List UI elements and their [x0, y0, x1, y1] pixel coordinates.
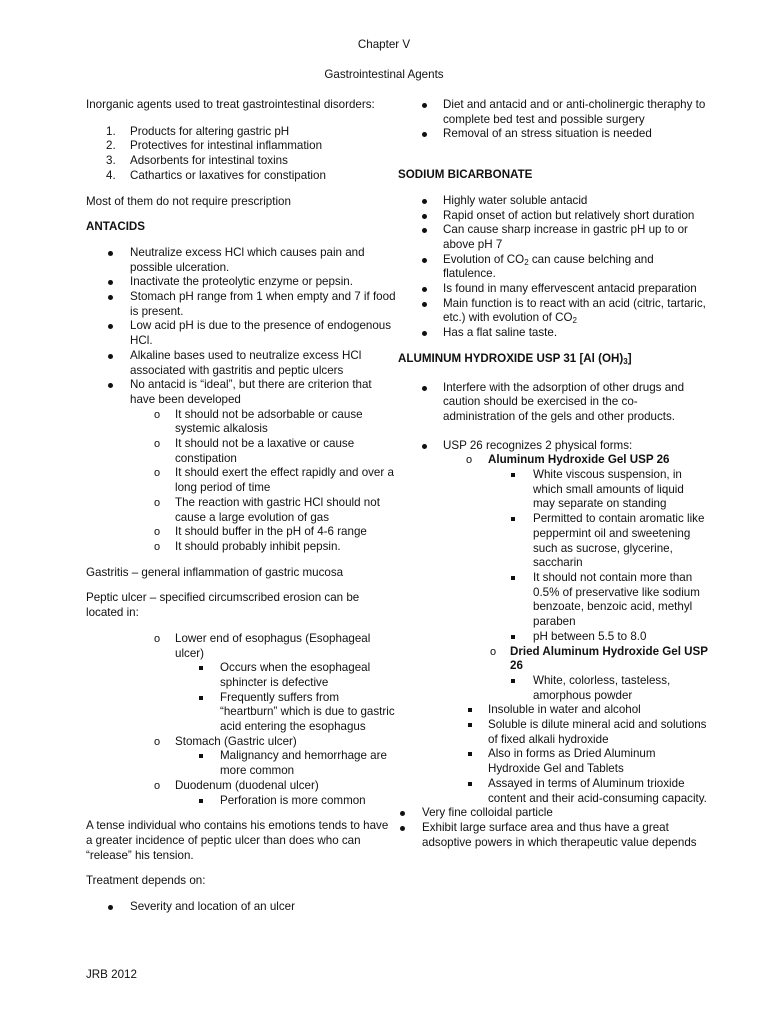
list-item: Main function is to react with an acid (citric, tartaric, etc.) with evolution of $CO_2$ — [398, 297, 708, 326]
bullet-icon — [422, 98, 427, 108]
criteria-list — [86, 408, 396, 555]
list-item: o It should not be adsorbable or cause systemic alkalosis — [154, 407, 363, 436]
list-item: o Stomach (Gastric ulcer) — [154, 734, 297, 748]
bullet-icon — [108, 378, 113, 388]
aluminum-hydroxide-heading: ALUMINUM HYDROXIDE USP 31 [Al $(OH)_3$] — [398, 351, 632, 366]
list-item: 1. Products for altering gastric pH — [106, 124, 290, 138]
list-item: Frequently suffers from “heartburn” which is due to gastric acid entering the esophagus — [86, 691, 396, 735]
list-item: 3. Adsorbents for intestinal toxins — [106, 154, 288, 168]
bullet-icon — [108, 900, 113, 910]
list-item: o It should not be a laxative or cause constipation — [154, 437, 355, 465]
list-item: Soluble is dilute mineral acid and solutions of fixed alkali hydroxide — [398, 718, 708, 747]
circle-bullet-icon: o — [154, 526, 161, 539]
list-item: Highly water soluble antacid — [398, 194, 708, 209]
circle-bullet-icon: o — [466, 454, 473, 467]
aluminum-intro-list — [398, 381, 708, 425]
list-item: Has a flat saline taste. — [398, 326, 708, 341]
square-bullet-icon — [468, 703, 472, 712]
circle-bullet-icon: o — [154, 735, 161, 748]
list-item: pH between 5.5 to 8.0 — [398, 630, 708, 645]
circle-bullet-icon: o — [154, 496, 161, 509]
list-item: o Dried Aluminum Hydroxide Gel USP 26 — [490, 644, 708, 673]
bullet-icon — [108, 275, 113, 285]
list-item: Removal of an stress situation is needed — [398, 127, 708, 142]
list-item: o Lower end of esophagus (Esophageal ulcer) — [154, 631, 371, 660]
square-bullet-icon — [199, 794, 203, 803]
circle-bullet-icon: o — [154, 467, 161, 480]
square-bullet-icon — [468, 747, 472, 756]
bullet-icon — [422, 381, 427, 391]
bullet-icon — [108, 246, 113, 256]
bullet-icon — [422, 326, 427, 336]
list-item: Is found in many effervescent antacid preparation — [398, 282, 708, 297]
list-item: Severity and location of an ulcer — [86, 900, 396, 915]
square-bullet-icon — [468, 777, 472, 786]
antacids-list — [86, 246, 396, 408]
square-bullet-icon — [511, 630, 515, 639]
list-item: Can cause sharp increase in gastric pH up to or above pH 7 — [398, 223, 708, 252]
gastritis-definition: Gastritis – general inflammation of gastric mucosa — [86, 565, 344, 579]
colloid-list — [398, 806, 708, 850]
bullet-icon — [422, 253, 427, 263]
peptic-ulcer-definition: Peptic ulcer – specified circumscribed erosion can be located in: — [86, 591, 360, 620]
tension-note: A tense individual who contains his emotions tends to have a greater incidence of peptic ulcer than does who can “release” his tension. — [86, 819, 389, 862]
bullet-icon — [400, 806, 405, 816]
bullet-icon — [422, 297, 427, 307]
square-bullet-icon — [199, 691, 203, 700]
circle-bullet-icon: o — [154, 632, 161, 645]
list-item: Insoluble in water and alcohol — [398, 703, 708, 718]
bullet-icon — [108, 349, 113, 359]
bullet-icon — [108, 290, 113, 300]
bullet-icon — [400, 821, 405, 831]
list-item: Assayed in terms of Aluminum trioxide content and their acid-consuming capacity. — [398, 777, 708, 806]
list-item: Exhibit large surface area and thus have a great adsoptive powers in which therapeutic value depends — [398, 821, 708, 850]
list-item: It should not contain more than 0.5% of preservative like sodium benzoate, benzoic acid, methyl paraben — [398, 571, 708, 630]
square-bullet-icon — [511, 571, 515, 580]
antacids-heading: ANTACIDS — [86, 220, 146, 234]
bullet-icon — [108, 319, 113, 329]
list-item: Also in forms as Dried Aluminum Hydroxide Gel and Tablets — [398, 747, 708, 776]
square-bullet-icon — [511, 512, 515, 521]
list-item: o It should exert the effect rapidly and over a long period of time — [154, 466, 394, 495]
list-item: USP 26 recognizes 2 physical forms: — [398, 439, 708, 454]
page-footer: JRB 2012 — [86, 968, 137, 981]
circle-bullet-icon: o — [154, 779, 161, 792]
list-item: Occurs when the esophageal sphincter is defective — [86, 661, 396, 690]
list-item: Very fine colloidal particle — [398, 806, 708, 821]
list-item: White, colorless, tasteless, amorphous powder — [398, 674, 708, 703]
ulcer-locations — [86, 632, 396, 808]
treatment-heading: Treatment depends on: — [86, 874, 206, 888]
bullet-icon — [422, 439, 427, 449]
square-bullet-icon — [468, 718, 472, 727]
bullet-icon — [422, 282, 427, 292]
list-item: Inactivate the proteolytic enzyme or pepsin. — [86, 275, 396, 290]
intro-text: Inorganic agents used to treat gastrointestinal disorders: — [86, 98, 375, 111]
list-item: White viscous suspension, in which small amounts of liquid may separate on standing — [398, 468, 708, 512]
list-item: Stomach pH range from 1 when empty and 7 if food is present. — [86, 290, 396, 319]
list-item: Evolution of $CO_2$ can cause belching and flatulence. — [398, 253, 708, 282]
list-item: Neutralize excess HCl which causes pain and possible ulceration. — [86, 246, 396, 275]
list-item: Diet and antacid and or anti-cholinergic theraphy to complete bed test and possible surgery — [398, 98, 708, 127]
treatment-list — [86, 900, 396, 915]
list-item: 2. Protectives for intestinal inflammation — [106, 139, 323, 153]
treatment-list-continued — [398, 98, 708, 142]
right-column — [398, 98, 708, 850]
list-item: Permitted to contain aromatic like peppermint oil and sweetening such as sucrose, glycerine, saccharin — [398, 512, 708, 571]
bullet-icon — [422, 127, 427, 137]
page-title: Gastrointestinal Agents — [324, 68, 444, 81]
circle-bullet-icon: o — [154, 540, 161, 553]
products-list — [86, 125, 396, 184]
list-item: o Aluminum Hydroxide Gel USP 26 — [466, 453, 670, 467]
list-item: Perforation is more common — [86, 794, 396, 809]
sodium-list — [398, 194, 708, 341]
list-item: o It should buffer in the pH of 4-6 range — [154, 525, 367, 539]
chapter-heading: Chapter V — [357, 38, 411, 51]
list-item: Interfere with the adsorption of other drugs and caution should be exercised in the co-administration of the gels and other products. — [398, 381, 708, 425]
left-column — [86, 98, 396, 915]
bullet-icon — [422, 223, 427, 233]
list-number: 2. — [106, 139, 116, 153]
square-bullet-icon — [511, 468, 515, 477]
list-item: o It should probably inhibit pepsin. — [154, 539, 341, 553]
usp-forms-list — [398, 439, 708, 704]
circle-bullet-icon: o — [490, 645, 497, 658]
bullet-icon — [422, 209, 427, 219]
list-item: 4. Cathartics or laxatives for constipation — [106, 168, 326, 182]
circle-bullet-icon: o — [154, 408, 161, 421]
list-item: o The reaction with gastric HCl should not cause a large evolution of gas — [154, 495, 380, 524]
list-number: 4. — [106, 168, 116, 182]
list-number: 3. — [106, 154, 116, 168]
list-number: 1. — [106, 124, 116, 138]
list-item: Malignancy and hemorrhage are more common — [86, 749, 396, 778]
sodium-bicarbonate-heading: SODIUM BICARBONATE — [398, 168, 533, 182]
bullet-icon — [422, 194, 427, 204]
prescription-note: Most of them do not require prescription — [86, 194, 291, 208]
list-item: Rapid onset of action but relatively short duration — [398, 209, 708, 224]
square-bullet-icon — [199, 661, 203, 670]
list-item: No antacid is “ideal”, but there are criterion that have been developed — [86, 378, 396, 407]
list-item: Alkaline bases used to neutralize excess HCl associated with gastritis and peptic ulcers — [86, 349, 396, 378]
aluminum-properties-list — [398, 703, 708, 806]
circle-bullet-icon: o — [154, 438, 161, 451]
list-item: Low acid pH is due to the presence of endogenous HCl. — [86, 319, 396, 348]
square-bullet-icon — [199, 749, 203, 758]
list-item: o Duodenum (duodenal ulcer) — [154, 778, 319, 792]
square-bullet-icon — [511, 674, 515, 683]
